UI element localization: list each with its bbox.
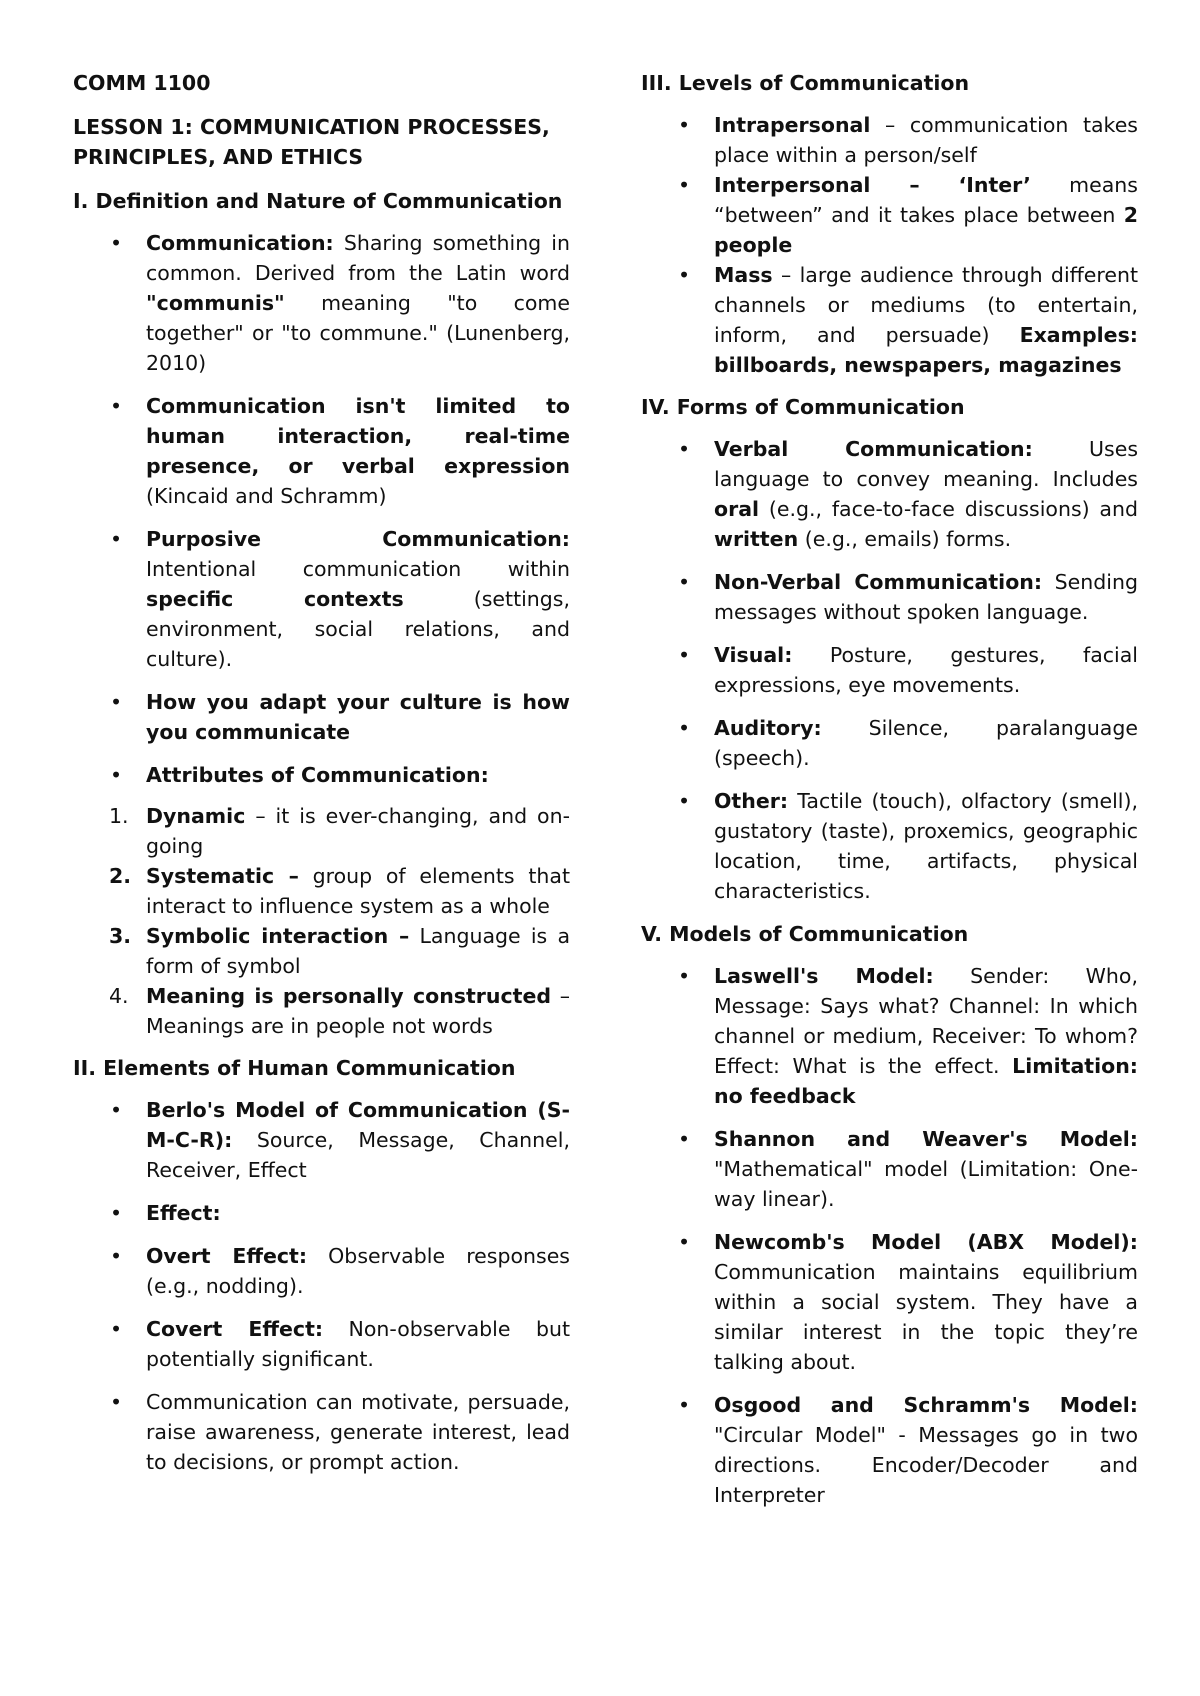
section-4-title: IV. Forms of Communication <box>641 395 965 419</box>
list-item: • Effect: <box>146 1198 570 1228</box>
right-column <box>641 68 1138 1523</box>
section-4-list <box>641 434 1138 627</box>
list-item: • Shannon and Weaver's Model: "Mathematical" model (Limitation: One-way linear). <box>714 1124 1138 1214</box>
list-item: • Newcomb's Model (ABX Model): Communication maintains equilibrium within a social system. They have a similar interest in the topic they’re talking about. <box>714 1227 1138 1377</box>
list-item: • Verbal Communication: Uses language to convey meaning. Includes oral (e.g., face-to-face discussions) and written (e.g., emails) forms. <box>714 434 1138 554</box>
list-item: • Attributes of Communication: <box>146 760 570 790</box>
list-item: • Osgood and Schramm's Model: "Circular Model" - Messages go in two directions. Encoder/Decoder and Interpreter <box>714 1390 1138 1510</box>
sub-list-item: • Auditory: Silence, paralanguage (speech). <box>714 713 1138 773</box>
section-5-title: V. Models of Communication <box>641 922 969 946</box>
list-item: • Laswell's Model: Sender: Who, Message: Says what? Channel: In which channel or medium, Receiver: To whom? Effect: What is the effect. Limitation: no feedback <box>714 961 1138 1111</box>
list-item: • Purposive Communication: Intentional communication within specific contexts (settings, environment, social relations, and culture). <box>146 524 570 674</box>
lesson-title: LESSON 1: COMMUNICATION PROCESSES, PRINCIPLES, AND ETHICS <box>73 115 550 169</box>
left-column <box>73 68 570 1490</box>
sub-list-item: • Other: Tactile (touch), olfactory (smell), gustatory (taste), proxemics, geographic location, time, artifacts, physical characteristics. <box>714 786 1138 906</box>
sub-list-item: • Visual: Posture, gestures, facial expressions, eye movements. <box>714 640 1138 700</box>
attribute-item: 2. Systematic – group of elements that interact to influence system as a whole <box>109 864 571 918</box>
sub-list-item: • Covert Effect: Non-observable but potentially significant. <box>146 1314 570 1374</box>
section-2-title: II. Elements of Human Communication <box>73 1056 516 1080</box>
list-item: • Intrapersonal – communication takes place within a person/self <box>714 110 1138 170</box>
list-item: • Non-Verbal Communication: Sending messages without spoken language. <box>714 567 1138 627</box>
attribute-item: 4. Meaning is personally constructed – Meanings are in people not words <box>109 984 570 1038</box>
section-2-list <box>73 1095 570 1228</box>
list-item: • Communication: Sharing something in common. Derived from the Latin word "communis" meaning "to come together" or "to commune." (Lunenberg, 2010) <box>146 228 570 378</box>
list-item: • Interpersonal – ‘Inter’ means “between” and it takes place between 2 people <box>714 170 1138 260</box>
attribute-item: 3. Symbolic interaction – Language is a form of symbol <box>109 924 570 978</box>
section-5-list <box>641 961 1138 1510</box>
section-3-title: III. Levels of Communication <box>641 71 970 95</box>
nonverbal-sublist <box>568 640 1138 906</box>
sub-list-item: • Overt Effect: Observable responses (e.g., nodding). <box>146 1241 570 1301</box>
effect-sublist <box>0 1241 570 1477</box>
course-code: COMM 1100 <box>73 71 211 95</box>
section-1-title: I. Definition and Nature of Communication <box>73 189 563 213</box>
attribute-item: 1. Dynamic – it is ever-changing, and on-going <box>109 804 570 858</box>
list-item: • Mass – large audience through different channels or mediums (to entertain, inform, and persuade) Examples: billboards, newspapers, magazines <box>714 260 1138 380</box>
list-item: • Berlo's Model of Communication (S-M-C-R): Source, Message, Channel, Receiver, Effect <box>146 1095 570 1185</box>
sub-list-item: • Communication can motivate, persuade, raise awareness, generate interest, lead to decisions, or prompt action. <box>146 1387 570 1477</box>
section-1-list <box>73 228 570 790</box>
list-item: • Communication isn't limited to human interaction, real-time presence, or verbal expression (Kincaid and Schramm) <box>146 391 570 511</box>
section-3-list <box>641 110 1138 380</box>
attributes-list <box>73 801 570 1041</box>
list-item: • How you adapt your culture is how you communicate <box>146 687 570 747</box>
